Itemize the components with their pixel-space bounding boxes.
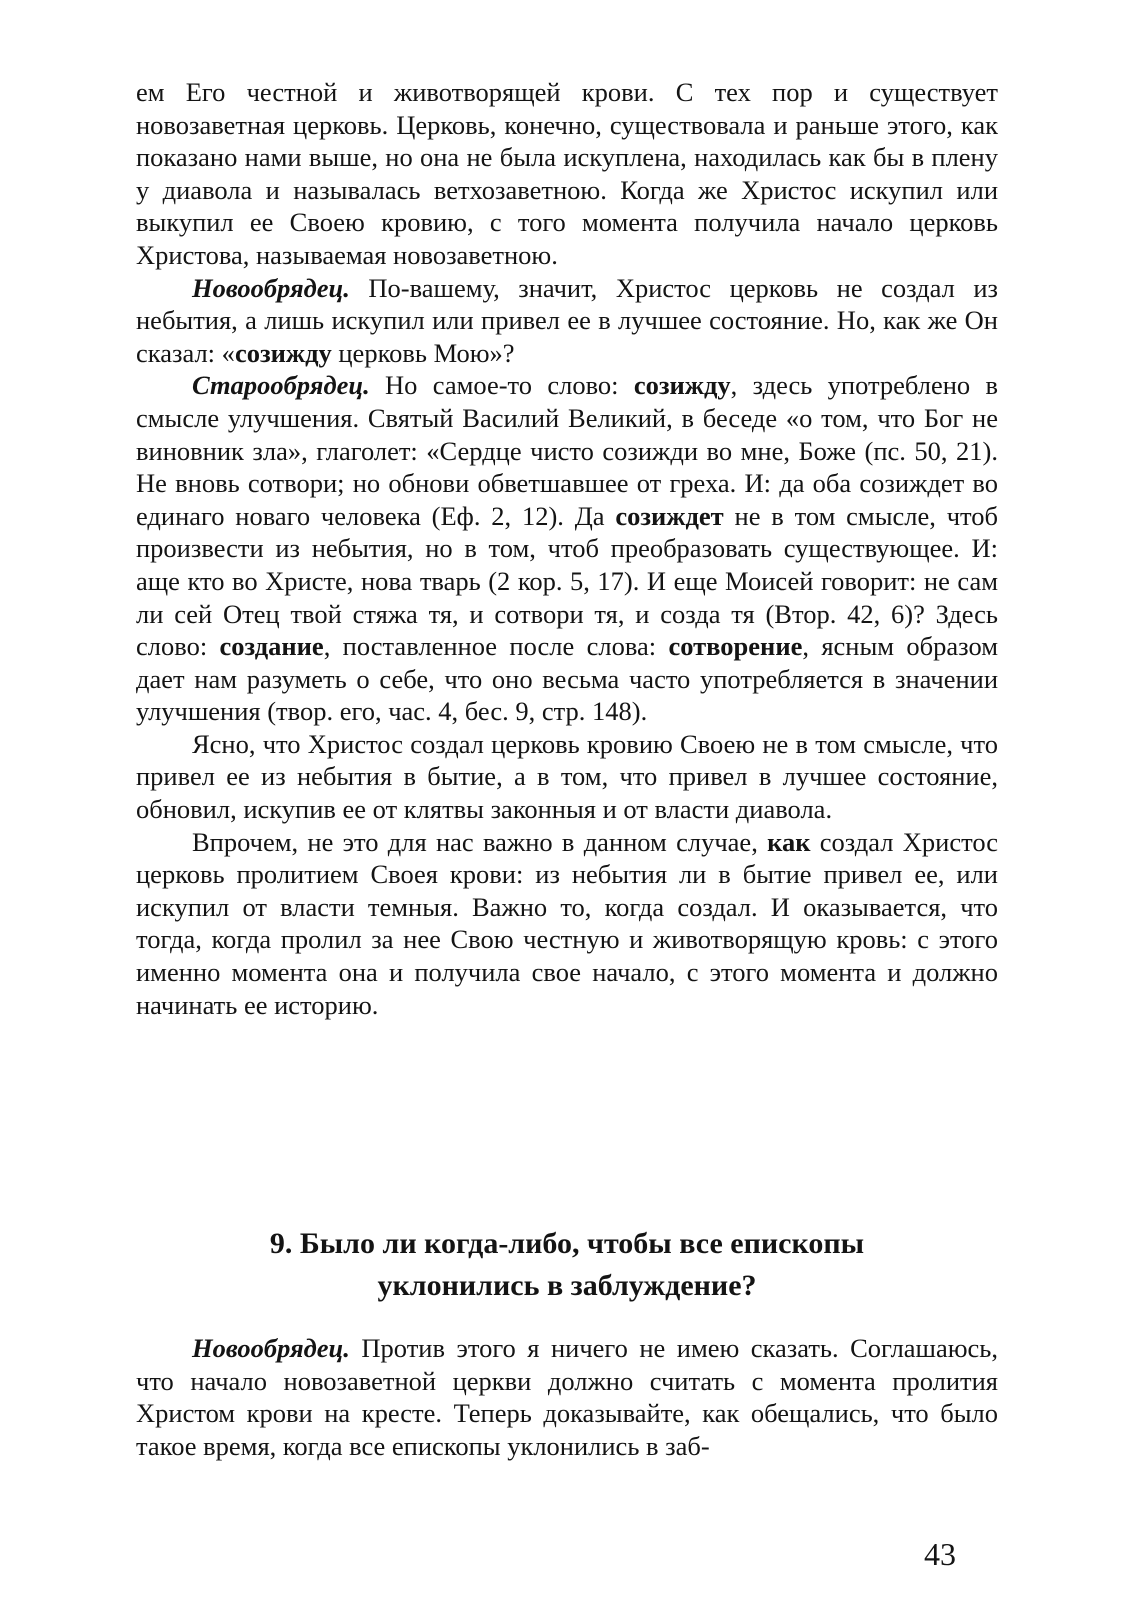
paragraph-6 (136, 1332, 998, 1462)
paragraph-text: церковь Мою»? (331, 337, 515, 368)
speaker-label: Новообрядец. (192, 1333, 350, 1363)
emphasis-word: сотворение (668, 631, 803, 662)
paragraph-text: , здесь употреблено в смысле улучшения. Святый Василий Великий, в беседе «о том, что Бог не виновник зла», глаголет: «Сердце чисто созижди во мне, Боже (пс. 50, 21). Не вновь сотвори; но обнови обветшавшее от греха. И: да оба созиждет во единаго новаго человека (Еф. 2, 12). Да (136, 370, 998, 531)
heading-line-1: 9. Было ли когда-либо, чтобы все епископы (269, 1227, 865, 1260)
paragraph-text: , поставленное после слова: (323, 631, 669, 662)
paragraph-text: Против этого я ничего не имею сказать. Соглашаюсь, что начало новозаветной церкви должно считать с момента пролития Христом крови на кресте. Теперь доказывайте, как обещались, что было такое время, когда все епископы уклонились в заб- (136, 1333, 998, 1461)
paragraph-text: Но самое-то слово: (369, 370, 634, 401)
emphasis-word: созижду (234, 337, 332, 368)
emphasis-word: созижду (633, 370, 731, 401)
paragraph-1: ем Его честной и животворящей крови. С тех пор и существует новозаветная церковь. Церковь, конечно, существовала и раньше этого, как показано нами выше, но она не была искуплена, находилась как бы в плену у диавола и называлась ветхозаветною. Когда же Христос искупил или выкупил ее Своею кровию, с того момента получила начало церковь Христова, называемая новозаветною. (136, 77, 998, 270)
emphasis-word: создание (219, 631, 324, 662)
paragraph-5 (136, 826, 998, 1022)
paragraph-4: Ясно, что Христос создал церковь кровию Своею не в том смысле, что привел ее из небытия в бытие, а в том, что привел в лучшее состояние, обновил, искупив ее от клятвы законныя и от власти диавола. (136, 728, 998, 825)
heading-line-2: уклонились в заблуждение? (377, 1269, 757, 1302)
speaker-label: Новообрядец. (192, 272, 350, 303)
paragraph-text: создал Христос церковь пролитием Своея крови: из небытия ли в бытие привел ее, или искупил от власти темныя. Важно то, когда создал. И оказывается, что тогда, когда пролил за нее Свою честную и животворящую кровь: с этого именно момента она и получила свое начало, с этого момента и должно начинать ее историю. (136, 826, 998, 1020)
main-text-block (136, 76, 998, 1021)
paragraph-text: , ясным образом дает нам разуметь о себе, что оно весьма часто употребляется в значении улучшения (твор. его, час. 4, бес. 9, стр. 148). (136, 631, 998, 727)
speaker-label: Старообрядец. (192, 370, 370, 401)
page-number: 43 (924, 1536, 956, 1572)
section-text-block (136, 1332, 998, 1462)
paragraph-3 (136, 369, 998, 728)
emphasis-word: как (767, 826, 811, 857)
paragraph-text: Впрочем, не это для нас важно в данном случае, (192, 826, 768, 857)
paragraph-text: По-вашему, значит, Христос церковь не создал из небытия, а лишь искупил или привел ее в лучшее состояние. Но, как же Он сказал: « (136, 272, 998, 368)
paragraph-text: не в том смысле, чтоб произвести из небытия, но в том, чтоб преобразовать существующее. И: аще кто во Христе, нова тварь (2 кор. 5, 17). И еще Моисей говорит: не сам ли сей Отец твой стяжа тя, и сотвори тя, и созда тя (Втор. 42, 6)? Здесь слово: (136, 500, 998, 662)
paragraph-2 (136, 272, 998, 370)
section-heading (136, 1223, 998, 1307)
emphasis-word: созиждет (615, 500, 724, 531)
